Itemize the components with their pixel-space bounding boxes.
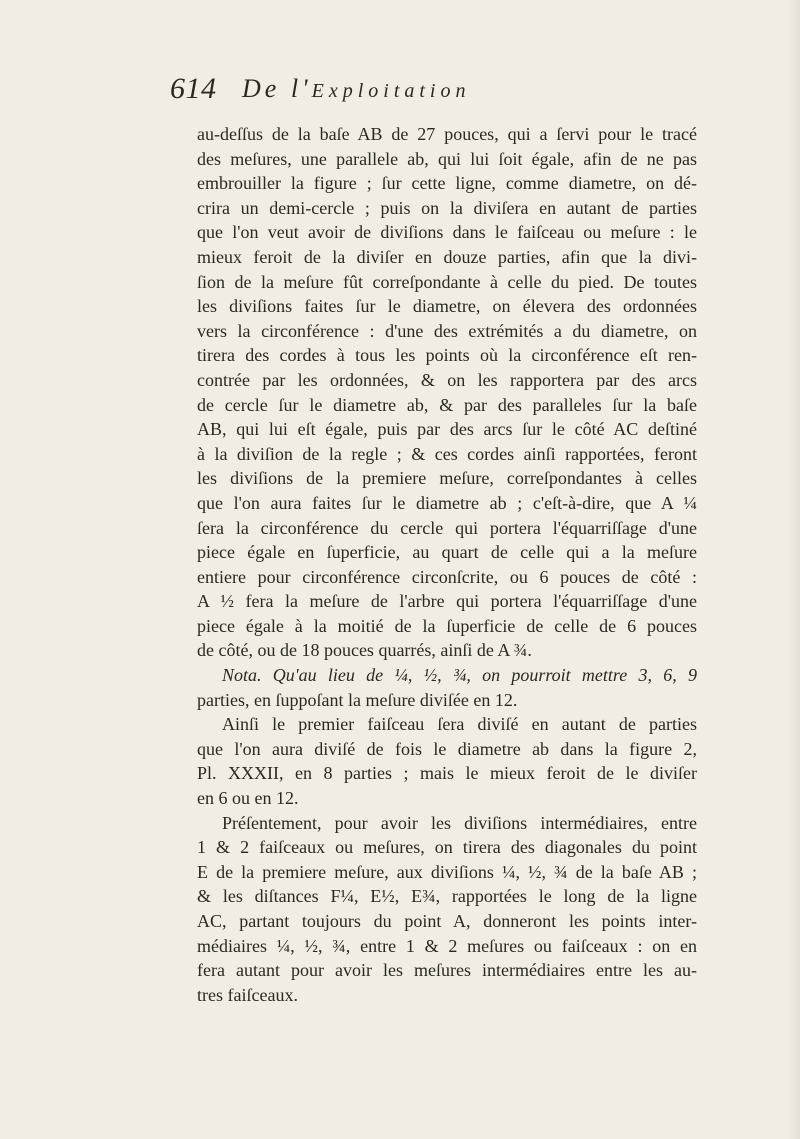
text-line: en 6 ou en 12. <box>197 788 299 809</box>
text-line: mieux feroit de la diviſer en douze parties, afin que la divi- <box>197 246 697 267</box>
text-line: Préſentement, pour avoir les diviſions intermédiaires, entre <box>222 812 697 833</box>
text-line: ſera la circonférence du cercle qui portera l'équarriſſage d'une <box>197 517 697 538</box>
text-line: 1 & 2 faiſceaux ou meſures, on tirera des diagonales du point <box>197 837 697 858</box>
text-line: AC, partant toujours du point A, donneront les points inter- <box>197 911 697 931</box>
running-title <box>242 74 471 104</box>
text-line: Pl. XXXII, en 8 parties ; mais le mieux feroit de le diviſer <box>197 763 697 784</box>
text-line: les diviſions faites ſur le diametre, on élevera des ordonnées <box>197 296 697 317</box>
text-line: E de la premiere meſure, aux diviſions ¼, ½, ¾ de la baſe AB ; <box>197 861 697 882</box>
page-number: 614 <box>170 72 217 105</box>
text-line: que l'on veut avoir de diviſions dans le faiſceau ou meſure : le <box>197 222 697 243</box>
text-line: contrée par les ordonnées, & on les rapportera par des arcs <box>197 369 697 390</box>
text-line: piece égale à la moitié de la ſuperficie de celle de 6 pouces <box>197 615 697 636</box>
text-line: au-deſſus de la baſe AB de 27 pouces, qui a ſervi pour le tracé <box>197 124 697 144</box>
nota-line: Nota. Qu'au lieu de ¼, ½, ¾, on pourroit mettre 3, 6, 9 <box>222 665 697 686</box>
text-line: AB, qui lui eſt égale, puis par des arcs ſur le côté AC deſtiné <box>197 419 697 440</box>
text-line: à la diviſion de la regle ; & ces cordes ainſi rapportées, feront <box>197 443 697 464</box>
body-text <box>197 122 697 1007</box>
text-line: vers la circonférence : d'une des extrémités a du diametre, on <box>197 320 697 341</box>
text-line: de côté, ou de 18 pouces quarrés, ainſi de A ¾. <box>197 640 532 661</box>
text-line: parties, en ſuppoſant la meſure diviſée en 12. <box>197 689 518 710</box>
text-line: que l'on aura faites ſur le diametre ab ; c'eſt-à-dire, que A ¼ <box>197 492 697 513</box>
text-line: tirera des cordes à tous les points où la circonférence eſt ren- <box>197 345 697 366</box>
text-line: entiere pour circonférence circonſcrite, ou 6 pouces de côté : <box>197 566 697 587</box>
text-line: piece égale en ſuperficie, au quart de celle qui a la meſure <box>197 542 697 563</box>
text-line: médiaires ¼, ½, ¾, entre 1 & 2 meſures ou faiſceaux : on en <box>197 935 697 956</box>
text-line: des meſures, une parallele ab, qui lui ſoit égale, afin de ne pas <box>197 148 697 169</box>
text-line: les diviſions de la premiere meſure, correſpondantes à celles <box>197 468 697 489</box>
text-line: tres faiſceaux. <box>197 984 298 1005</box>
text-line: que l'on aura diviſé de fois le diametre ab dans la figure 2, <box>197 738 697 759</box>
text-line: & les diſtances F¼, E½, E¾, rapportées le long de la ligne <box>197 886 697 907</box>
text-line: fera autant pour avoir les meſures intermédiaires entre les au- <box>197 960 697 981</box>
page-edge-shadow <box>786 0 800 1139</box>
text-line: Ainſi le premier faiſceau ſera diviſé en autant de parties <box>222 714 697 735</box>
running-title-prefix: De l' <box>242 74 312 103</box>
running-title-main: Exploitation <box>311 80 471 102</box>
running-header <box>170 70 690 114</box>
text-line: A ½ fera la meſure de l'arbre qui portera l'équarriſſage d'une <box>197 591 697 612</box>
text-line: de cercle ſur le diametre ab, & par des paralleles ſur la baſe <box>197 394 697 415</box>
text-line: embrouiller la figure ; ſur cette ligne, comme diametre, on dé- <box>197 173 697 194</box>
text-line: ſion de la meſure fût correſpondante à celle du pied. De toutes <box>197 271 697 292</box>
text-line: crira un demi-cercle ; puis on la diviſera en autant de parties <box>197 197 697 218</box>
